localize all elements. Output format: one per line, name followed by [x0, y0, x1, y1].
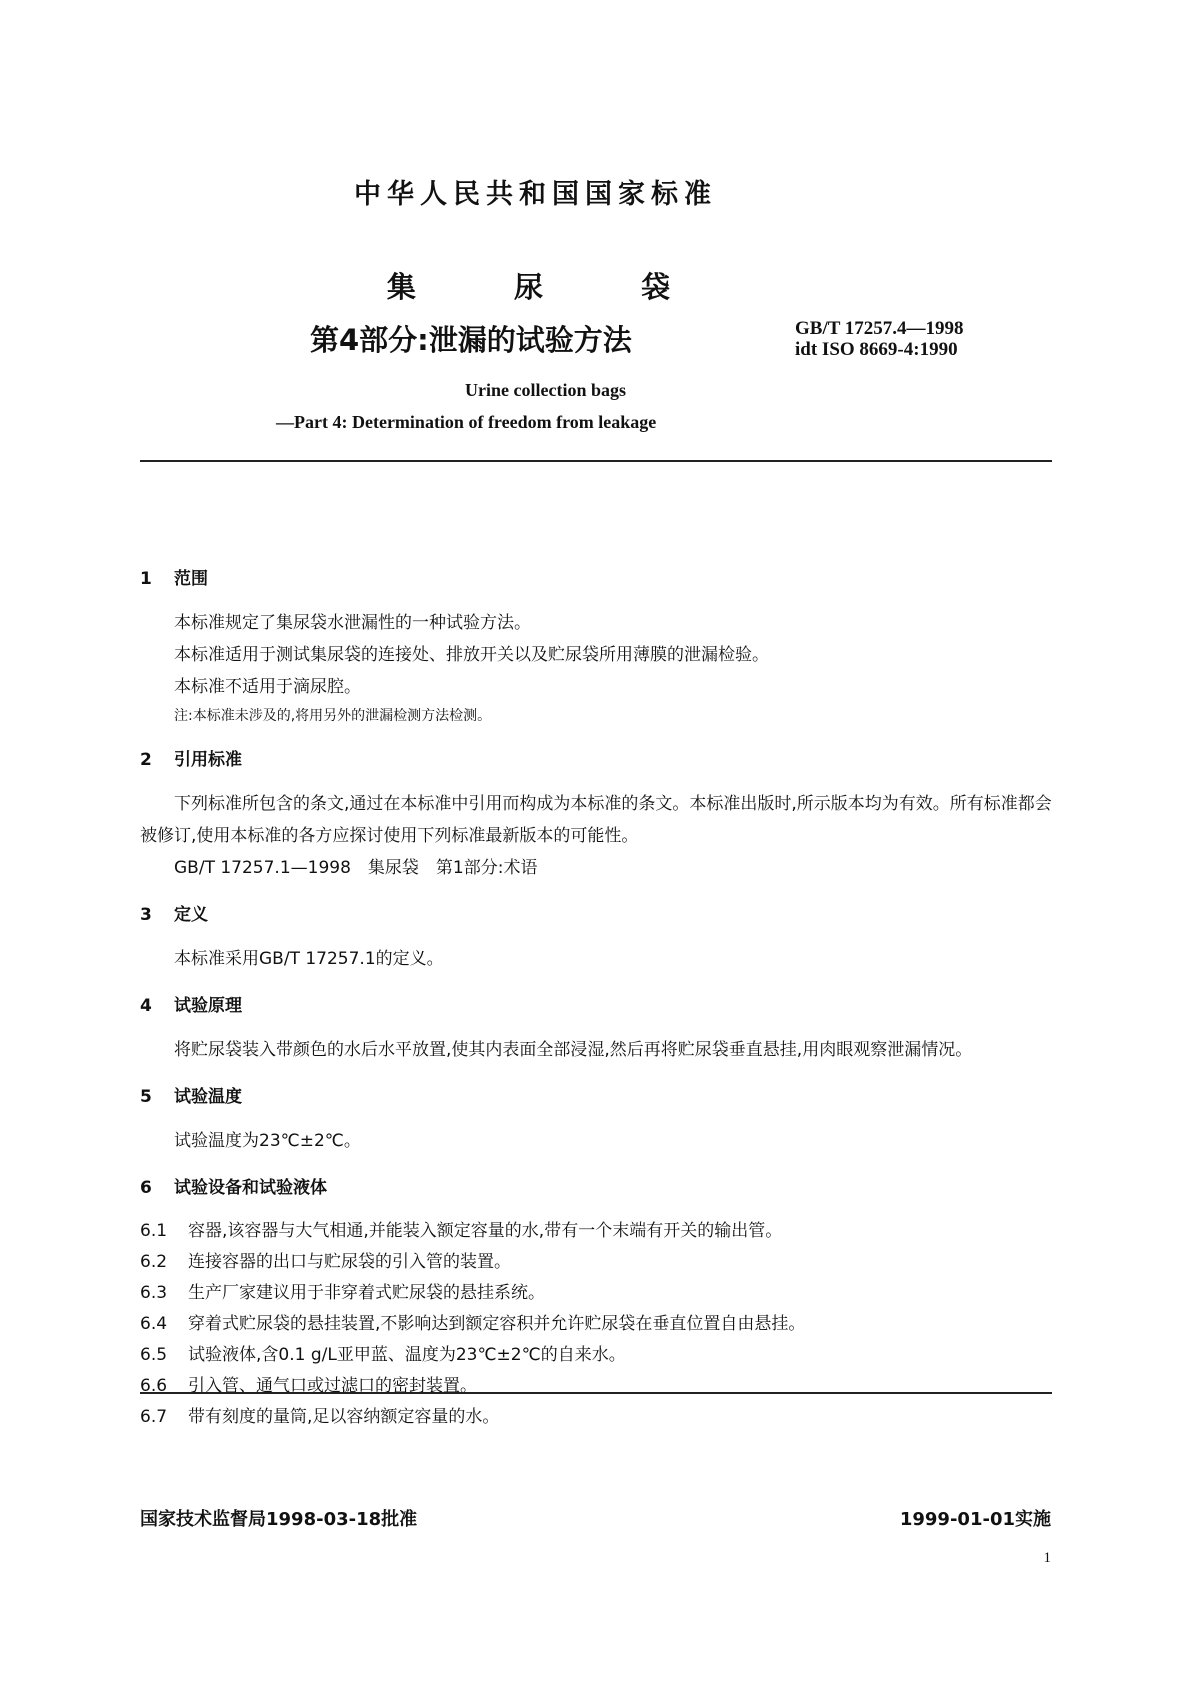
clause-text: 引入管、通气口或过滤口的密封装置。 — [188, 1376, 477, 1396]
section-number: 1 — [140, 569, 152, 589]
clause-item — [140, 1371, 1052, 1402]
paragraph: 试验温度为23℃±2℃。 — [174, 1131, 361, 1151]
section-number: 5 — [140, 1087, 152, 1107]
section-heading — [140, 991, 1052, 1016]
section-number: 4 — [140, 996, 152, 1016]
clause-number: 6.2 — [140, 1252, 168, 1272]
paragraph: 本标准规定了集尿袋水泄漏性的一种试验方法。 — [174, 613, 531, 633]
section-heading — [140, 1082, 1052, 1107]
paragraph: 本标准适用于测试集尿袋的连接处、排放开关以及贮尿袋所用薄膜的泄漏检验。 — [174, 645, 769, 665]
english-subtitle: —Part 4: Determination of freedom from leakage — [276, 412, 657, 432]
clause-item — [140, 1340, 1052, 1371]
section-4 — [140, 991, 1052, 1066]
section-heading — [140, 745, 1052, 770]
section-title: 试验温度 — [174, 1087, 242, 1107]
clause-text: 试验液体,含0.1 g/L亚甲蓝、温度为23℃±2℃的自来水。 — [188, 1345, 626, 1365]
page-number: 1 — [1043, 1550, 1051, 1566]
section-number: 3 — [140, 905, 152, 925]
clause-item — [140, 1402, 1052, 1433]
section-heading — [140, 900, 1052, 925]
clause-number: 6.7 — [140, 1407, 168, 1427]
clause-text: 带有刻度的量筒,足以容纳额定容量的水。 — [188, 1407, 500, 1427]
section-title: 试验原理 — [174, 996, 242, 1016]
document-title: 集 尿 袋 — [386, 270, 715, 304]
section-number: 2 — [140, 750, 152, 770]
document-body — [140, 548, 1052, 1433]
paragraph: 将贮尿袋装入带颜色的水后水平放置,使其内表面全部浸湿,然后再将贮尿袋垂直悬挂,用肉眼观察泄漏情况。 — [174, 1040, 973, 1060]
referenced-standard: GB/T 17257.1—1998 集尿袋 第1部分:术语 — [174, 858, 538, 878]
section-5 — [140, 1082, 1052, 1157]
section-number: 6 — [140, 1178, 152, 1198]
clause-number: 6.6 — [140, 1376, 168, 1396]
paragraph: 本标准采用GB/T 17257.1的定义。 — [174, 949, 444, 969]
header-divider — [140, 460, 1052, 462]
national-standard-heading: 中华人民共和国国家标准 — [354, 179, 717, 210]
approval-date: 国家技术监督局1998-03-18批准 — [140, 1509, 418, 1530]
note: 注:本标准未涉及的,将用另外的泄漏检测方法检测。 — [174, 708, 492, 724]
document-subtitle: 第4部分:泄漏的试验方法 — [310, 323, 632, 357]
iso-code: idt ISO 8669-4:1990 — [795, 339, 958, 360]
paragraph: 下列标准所包含的条文,通过在本标准中引用而构成为本标准的条文。本标准出版时,所示版本均为有效。所有标准都会被修订,使用本标准的各方应探讨使用下列标准最新版本的可能性。 — [140, 794, 1052, 846]
implementation-date: 1999-01-01实施 — [899, 1509, 1051, 1530]
section-2 — [140, 745, 1052, 884]
clause-text: 穿着式贮尿袋的悬挂装置,不影响达到额定容积并允许贮尿袋在垂直位置自由悬挂。 — [188, 1314, 806, 1334]
section-title: 定义 — [174, 905, 208, 925]
section-title: 引用标准 — [174, 750, 242, 770]
clause-item — [140, 1278, 1052, 1309]
clause-item — [140, 1247, 1052, 1278]
section-6 — [140, 1173, 1052, 1433]
clause-text: 容器,该容器与大气相通,并能装入额定容量的水,带有一个末端有开关的输出管。 — [188, 1221, 783, 1241]
clause-number: 6.5 — [140, 1345, 168, 1365]
section-heading — [140, 564, 1052, 589]
section-heading — [140, 1173, 1052, 1198]
section-3 — [140, 900, 1052, 975]
english-title: Urine collection bags — [465, 380, 626, 400]
footer-divider — [140, 1392, 1052, 1394]
standard-code — [795, 318, 964, 360]
section-1 — [140, 564, 1052, 729]
paragraph: 本标准不适用于滴尿腔。 — [174, 677, 361, 697]
clause-number: 6.4 — [140, 1314, 168, 1334]
gb-code: GB/T 17257.4—1998 — [795, 318, 964, 339]
clause-number: 6.1 — [140, 1221, 168, 1241]
clause-text: 生产厂家建议用于非穿着式贮尿袋的悬挂系统。 — [188, 1283, 545, 1303]
section-title: 试验设备和试验液体 — [174, 1178, 327, 1198]
clause-number: 6.3 — [140, 1283, 168, 1303]
clause-item — [140, 1309, 1052, 1340]
clause-item — [140, 1216, 1052, 1247]
section-title: 范围 — [174, 569, 208, 589]
clause-text: 连接容器的出口与贮尿袋的引入管的装置。 — [188, 1252, 511, 1272]
